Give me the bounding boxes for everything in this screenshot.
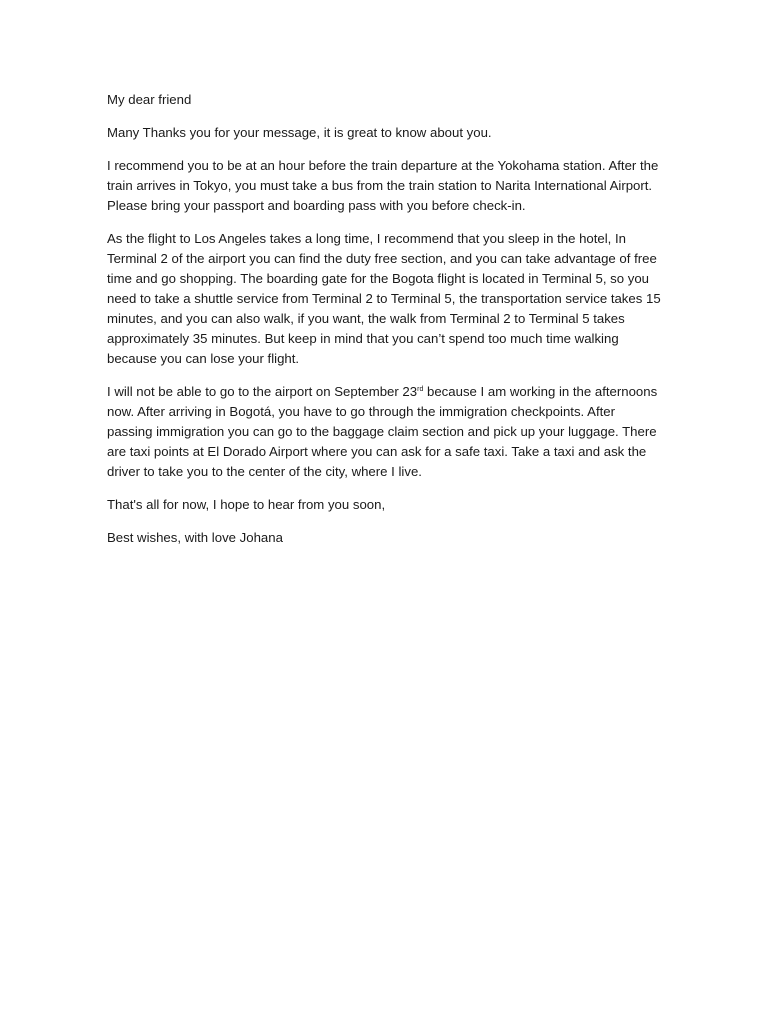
- letter-salutation: My dear friend: [107, 92, 192, 107]
- letter-paragraph-4: [107, 382, 663, 482]
- paragraph-4-rest: because I am working in the afternoons now. After arriving in Bogotá, you have to go through the immigration checkpoints. After passing immigration you can go to the baggage claim section and pick up your luggage. There are taxi points at El Dorado Airport where you can ask for a safe taxi. Take a taxi and ask the driver to take you to the center of the city, where I live.: [107, 384, 658, 479]
- letter-paragraph-3: As the flight to Los Angeles takes a long time, I recommend that you sleep in the hotel, In Terminal 2 of the airport you can find the duty free section, and you can take advantage of free time and go shopping. The boarding gate for the Bogota flight is located in Terminal 5, so you need to take a shuttle service from Terminal 2 to Terminal 5, the transportation service takes 15 minutes, and you can also walk, if you want, the walk from Terminal 2 to Terminal 5 takes approximately 35 minutes. But keep in mind that you can’t spend too much time walking because you can lose your flight.: [107, 231, 661, 366]
- letter-closing: Best wishes, with love Johana: [107, 530, 283, 545]
- letter-paragraph-2: I recommend you to be at an hour before the train departure at the Yokohama station. After the train arrives in Tokyo, you must take a bus from the train station to Narita International Airport. Please bring your passport and boarding pass with you before check-in.: [107, 158, 659, 213]
- letter-paragraph-5: That's all for now, I hope to hear from you soon,: [107, 497, 386, 512]
- letter-paragraph-1: Many Thanks you for your message, it is great to know about you.: [107, 125, 492, 140]
- ordinal-suffix: rd: [417, 386, 424, 393]
- letter-body: [107, 90, 663, 561]
- paragraph-4-start: I will not be able to go to the airport on September 23: [107, 384, 418, 399]
